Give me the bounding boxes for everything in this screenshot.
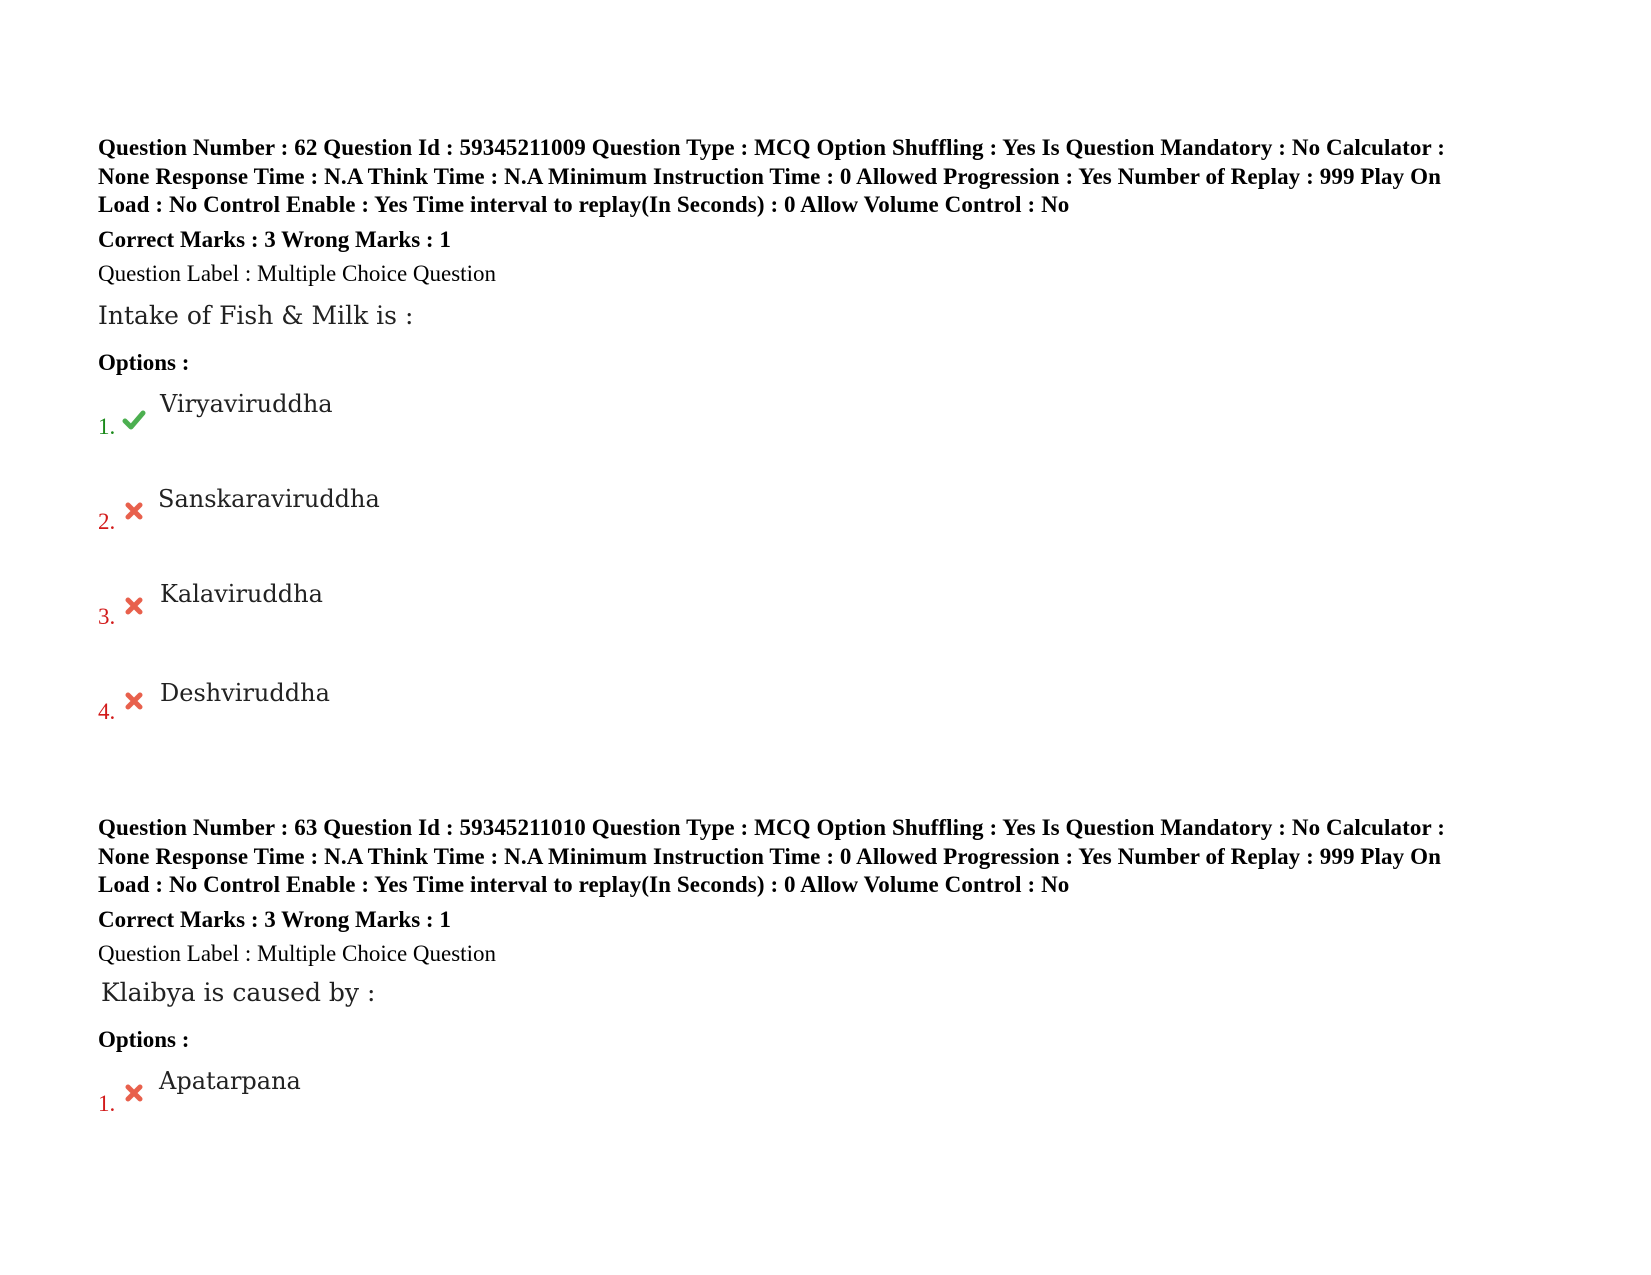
question-text: Intake of Fish & Milk is : [98, 300, 414, 330]
question-label: Question Label : Multiple Choice Question [98, 260, 496, 286]
option-number: 3. [98, 603, 116, 629]
option-text: Viryaviruddha [160, 389, 333, 418]
question-marks: Correct Marks : 3 Wrong Marks : 1 [98, 226, 451, 252]
question-meta-line: Load : No Control Enable : Yes Time interval to replay(In Seconds) : 0 Allow Volume Control : No [98, 192, 1070, 217]
options-heading: Options : [98, 349, 190, 375]
option-number: 1. [98, 413, 116, 439]
options-list [98, 1066, 1568, 1161]
cross-icon [122, 499, 146, 523]
option-text: Sanskaraviruddha [158, 484, 380, 513]
question-label: Question Label : Multiple Choice Question [98, 940, 496, 966]
cross-icon [122, 594, 146, 618]
option-number: 2. [98, 508, 116, 534]
question-meta-line: Question Number : 63 Question Id : 59345211010 Question Type : MCQ Option Shuffling : Yes Is Question Mandatory : No Calculator : [98, 815, 1445, 840]
cross-icon [122, 1081, 146, 1105]
option-item [98, 389, 1568, 484]
option-item [98, 579, 1568, 674]
option-text: Kalaviruddha [160, 579, 323, 608]
options-heading: Options : [98, 1026, 190, 1052]
option-number: 4. [98, 698, 116, 724]
question-meta [98, 134, 1568, 220]
question-text: Klaibya is caused by : [101, 977, 376, 1007]
question-marks: Correct Marks : 3 Wrong Marks : 1 [98, 906, 451, 932]
option-text: Deshviruddha [160, 678, 330, 707]
cross-icon [122, 689, 146, 713]
question-block-63 [98, 814, 1568, 1161]
question-meta-line: None Response Time : N.A Think Time : N.A Minimum Instruction Time : 0 Allowed Progression : Yes Number of Replay : 999 Play On [98, 843, 1441, 869]
question-meta-line: Load : No Control Enable : Yes Time interval to replay(In Seconds) : 0 Allow Volume Control : No [98, 872, 1070, 897]
option-item [98, 674, 1568, 769]
question-meta-line: None Response Time : N.A Think Time : N.A Minimum Instruction Time : 0 Allowed Progression : Yes Number of Replay : 999 Play On [98, 163, 1441, 189]
option-item [98, 1066, 1568, 1161]
question-meta-line: Question Number : 62 Question Id : 59345211009 Question Type : MCQ Option Shuffling : Yes Is Question Mandatory : No Calculator : [98, 135, 1445, 160]
options-list [98, 389, 1568, 769]
option-item [98, 484, 1568, 579]
check-icon [122, 408, 146, 432]
question-meta [98, 814, 1568, 900]
option-text: Apatarpana [159, 1066, 301, 1095]
question-block-62 [98, 134, 1568, 769]
option-number: 1. [98, 1090, 116, 1116]
